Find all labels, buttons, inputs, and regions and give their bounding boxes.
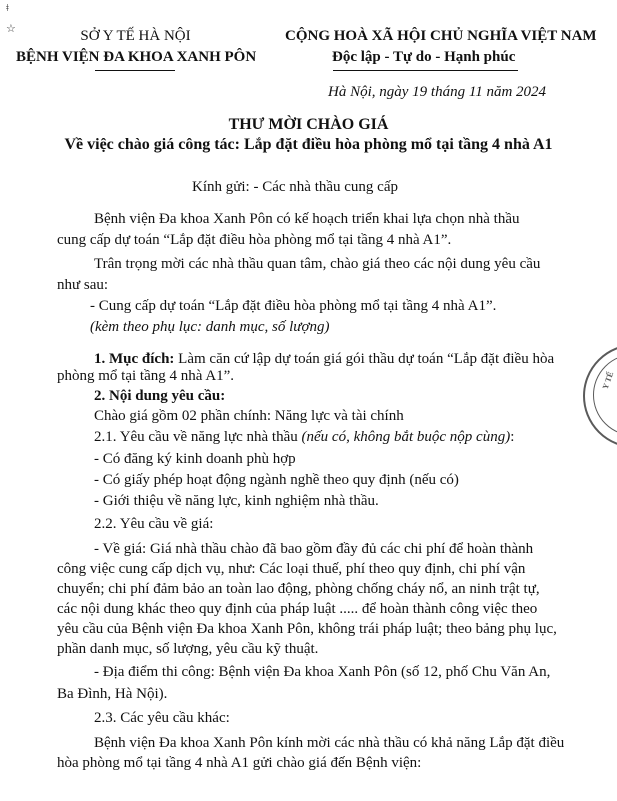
stamp-seal: [583, 344, 617, 448]
section23-label: 2.3. Các yêu cầu khác:: [94, 710, 230, 726]
corner-mark-left: ☆: [6, 23, 16, 35]
subject-prefix: Về việc chào giá công tác:: [64, 136, 244, 153]
section22-price-line: các nội dung khác theo quy định của pháp luật ..... để hoàn thành công việc theo: [57, 601, 538, 617]
stamp-text: Y TẾ: [600, 370, 616, 391]
recipient-line: Kính gửi: - Các nhà thầu cung cấp: [192, 179, 398, 195]
date-line: Hà Nội, ngày 19 tháng 11 năm 2024: [328, 84, 547, 100]
section22-price-line: - Về giá: Giá nhà thầu chào đã bao gồm đầy đủ các chi phí để hoàn thành: [94, 541, 534, 557]
section22-location-line1: - Địa điểm thi công: Bệnh viện Đa khoa Xanh Pôn (số 12, phố Chu Văn An,: [94, 664, 551, 680]
section2-summary: Chào giá gồm 02 phần chính: Năng lực và tài chính: [94, 408, 404, 424]
intro-p2-line2: như sau:: [57, 277, 109, 293]
header-ministry: SỞ Y TẾ HÀ NỘI: [80, 28, 191, 44]
header-left-underline: [95, 70, 175, 71]
section21-item: - Giới thiệu về năng lực, kinh nghiệm nhà thầu.: [94, 493, 379, 509]
section21-item: - Có giấy phép hoạt động ngành nghề theo quy định (nếu có): [94, 472, 459, 488]
subject-line: [0, 136, 617, 154]
section21-label-text: 2.1. Yêu cầu về năng lực nhà thầu: [94, 429, 302, 445]
corner-mark-top: ǂ: [6, 2, 9, 14]
intro-p4: (kèm theo phụ lục: danh mục, số lượng): [90, 319, 330, 335]
header-right-underline: [333, 70, 518, 71]
section1-heading: 1. Mục đích:: [94, 351, 175, 367]
section1-text: Làm căn cứ lập dự toán giá gói thầu dự toán “Lắp đặt điều hòa: [174, 351, 555, 367]
header-hospital: BỆNH VIỆN ĐA KHOA XANH PÔN: [16, 49, 257, 65]
stamp-inner-ring: [593, 354, 617, 436]
section22-price-line: yêu cầu của Bệnh viện Đa khoa Xanh Pôn, không trái pháp luật; theo bảng phụ lục,: [57, 621, 557, 637]
page-title: THƯ MỜI CHÀO GIÁ: [228, 116, 389, 133]
section2-heading: 2. Nội dung yêu cầu:: [94, 388, 226, 404]
intro-p2-line1: Trân trọng mời các nhà thầu quan tâm, chào giá theo các nội dung yêu cầu: [94, 256, 541, 272]
section23-line2: hòa phòng mổ tại tầng 4 nhà A1 gửi chào giá đến Bệnh viện:: [57, 755, 422, 771]
section21-label: [94, 429, 514, 446]
section22-price-line: công việc cung cấp dịch vụ, như: Các loại thuế, phí theo quy định, chi phí vận: [57, 561, 526, 577]
intro-p3: - Cung cấp dự toán “Lắp đặt điều hòa phòng mổ tại tầng 4 nhà A1”.: [90, 298, 497, 314]
section21-note: (nếu có, không bắt buộc nộp cùng): [301, 429, 511, 445]
section22-location-line2: Ba Đình, Hà Nội).: [57, 686, 168, 702]
section21-item: - Có đăng ký kinh doanh phù hợp: [94, 451, 296, 467]
intro-p1-line1: Bệnh viện Đa khoa Xanh Pôn có kế hoạch triển khai lựa chọn nhà thầu: [94, 211, 520, 227]
intro-p1-line2: cung cấp dự toán “Lắp đặt điều hòa phòng mổ tại tầng 4 nhà A1”.: [57, 232, 452, 248]
subject-body: Lắp đặt điều hòa phòng mổ tại tầng 4 nhà A1: [243, 136, 553, 153]
section23-line1: Bệnh viện Đa khoa Xanh Pôn kính mời các nhà thầu có khả năng Lắp đặt điều: [94, 735, 565, 751]
section1-line1: [94, 351, 554, 368]
section22-label: 2.2. Yêu cầu về giá:: [94, 516, 214, 532]
section22-price-line: chuyển; chi phí đảm bảo an toàn lao động, phòng chống cháy nổ, an ninh trật tự,: [57, 581, 540, 597]
header-motto: Độc lập - Tự do - Hạnh phúc: [332, 49, 516, 65]
section1-line2: phòng mổ tại tầng 4 nhà A1”.: [57, 368, 235, 384]
section21-colon: :: [510, 429, 515, 445]
header-nation: CỘNG HOÀ XÃ HỘI CHỦ NGHĨA VIỆT NAM: [285, 28, 597, 44]
section22-price-line: phần danh mục, số lượng, yêu cầu kỹ thuật.: [57, 641, 319, 657]
